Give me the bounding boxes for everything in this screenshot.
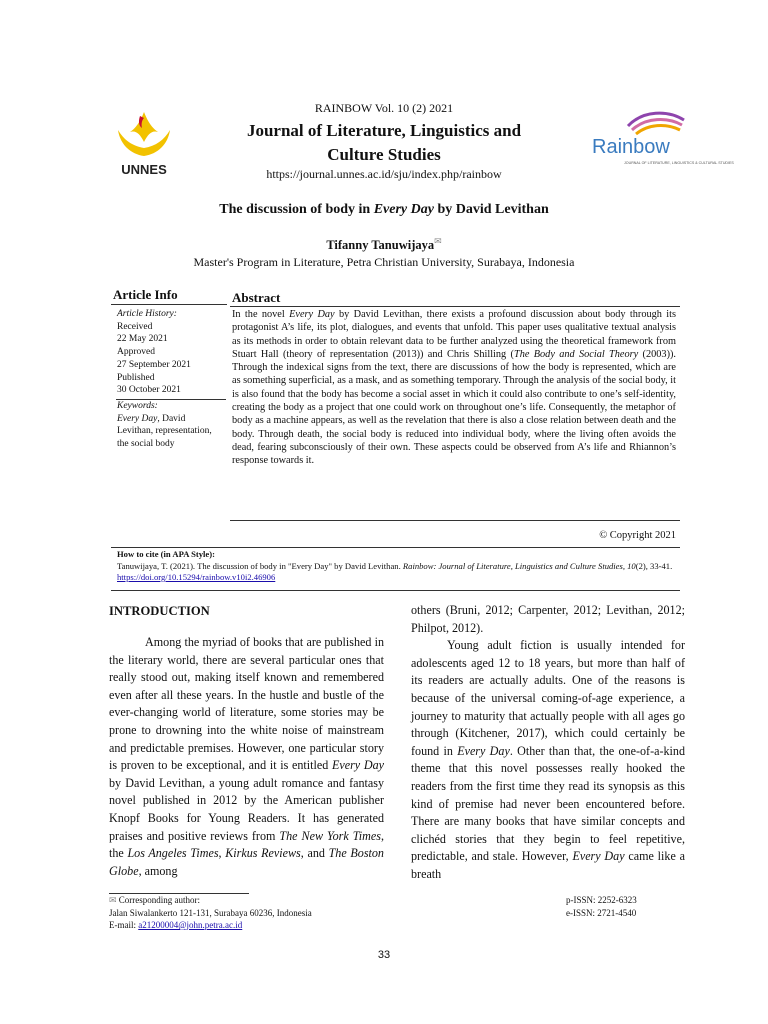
mail-icon: ✉	[109, 895, 119, 905]
info-divider	[111, 304, 227, 305]
corresponding-author: ✉ Corresponding author: Jalan Siwalankerto 121-131, Surabaya 60236, Indonesia E-mail: a21200004@john.petra.ac.id	[109, 895, 312, 930]
intro-paragraph-2: Young adult fiction is usually intended for adolescents aged 12 to 18 years, but more than half of its readers are actually adults. One of the reasons is because of the universal coming-of-age experience, a journey to maturity that actually people with all ages go through (Kitchener, 2017), which could certainly be found in Every Day. Other than that, the one-of-a-kind theme that this novel possesses really hooked the readers from the first time they read its synopsis as this kind of premise had never been encountered before. There are many books that have similar concepts and clichéd stories that they begin to feel repetitive, predictable, and stale. However, Every Day came like a breath	[411, 638, 685, 881]
how-to-cite: How to cite (in APA Style): Tanuwijaya, T. (2021). The discussion of body in "Every Day" by David Levithan. Rainbow: Journal of Literature, Linguistics and Culture Studies, 10(2), 33-41. https://doi.org/10.15294/rainbow.v10i2.46906	[117, 549, 673, 582]
article-info-heading: Article Info	[113, 287, 178, 302]
email-link[interactable]: a21200004@john.petra.ac.id	[138, 920, 243, 930]
introduction-heading: INTRODUCTION	[109, 604, 210, 618]
abstract-divider	[230, 306, 680, 307]
journal-volume: RAINBOW Vol. 10 (2) 2021	[314, 101, 454, 115]
copyright: © Copyright 2021	[599, 530, 676, 541]
article-history: Article History: Received 22 May 2021 Approved 27 September 2021 Published 30 October 2021	[117, 309, 191, 396]
journal-title-line1: Journal of Literature, Linguistics and	[246, 121, 522, 140]
article-title: The discussion of body in Every Day by David Levithan	[219, 202, 549, 217]
abstract-bottom-divider	[230, 520, 680, 521]
author-name: Tifanny Tanuwijaya✉	[326, 236, 442, 253]
abstract-text: In the novel Every Day by David Levithan, there exists a profound discussion about body through its protagonist A’s life, its plot, dialogues, and events that unfold. This paper uses qualitative textual analysis as its methods in order to obtain relevant data to be further analyzed using the theoretical framework from Stuart Hall (theory of representation (2013)) and Chris Shilling (The Body and Social Theory (2003)). Through the indexical signs from the text, there are discussions of how the body is represented, which are as something superficial, as a mask, and as something temporary. Through the analysis of the social body, it is also found that the body has become a social asset in which it could also contribute to one’s self-identity, creating the body as a project that one could work on throughout one’s life. Consequently, the metaphor of body as a machine appears, as well as the revelation that there is also a close relation between death and the body. Through death, the social body is reduced into individual body, where the living often avoids the dead, fearing subconsciously of their own. These aspects could be observed from A’s life and Rhiannon’s response towards it.	[232, 309, 677, 467]
issn-block: p-ISSN: 2252-6323 e-ISSN: 2721-4540	[566, 895, 637, 918]
keywords: Keywords: Every Day, David Levithan, representation, the social body	[117, 401, 212, 450]
abstract-heading: Abstract	[232, 290, 281, 305]
page-number: 33	[377, 949, 391, 961]
right-column	[411, 602, 685, 884]
svg-text:UNNES: UNNES	[121, 162, 167, 177]
svg-text:JOURNAL OF LITERATURE, LINGUIS: JOURNAL OF LITERATURE, LINGUISTICS & CULTURAL STUDIES	[624, 161, 734, 165]
intro-paragraph-1-cont: others (Bruni, 2012; Carpenter, 2012; Levithan, 2012; Philpot, 2012).	[411, 603, 685, 635]
intro-paragraph-1: Among the myriad of books that are published in the literary world, there are several particular ones that really stood out, making itself known and remembered even after all these years. In the hustle and bustle of the ever-changing world of literature, some stories may be prone to drowning into the white noise of mainstream and predictable premises. However, one particular story is proven to be exceptional, and it is entitled Every Day by David Levithan, a young adult romance and fantasy novel published in 2012 by the American publisher Knopf Books for Young Readers. It has generated praises and positive reviews from The New York Times, the Los Angeles Times, Kirkus Reviews, and The Boston Globe, among	[109, 635, 384, 878]
cite-top-divider	[111, 547, 680, 548]
journal-title-line2: Culture Studies	[327, 145, 441, 164]
journal-url[interactable]: https://journal.unnes.ac.id/sju/index.php/rainbow	[266, 167, 502, 181]
cite-bottom-divider	[111, 590, 680, 591]
svg-text:Rainbow: Rainbow	[592, 136, 670, 158]
doi-link[interactable]: https://doi.org/10.15294/rainbow.v10i2.46906	[117, 572, 276, 582]
author-affiliation: Master's Program in Literature, Petra Christian University, Surabaya, Indonesia	[193, 255, 575, 269]
left-column	[109, 634, 384, 880]
mail-icon[interactable]: ✉	[434, 236, 442, 246]
